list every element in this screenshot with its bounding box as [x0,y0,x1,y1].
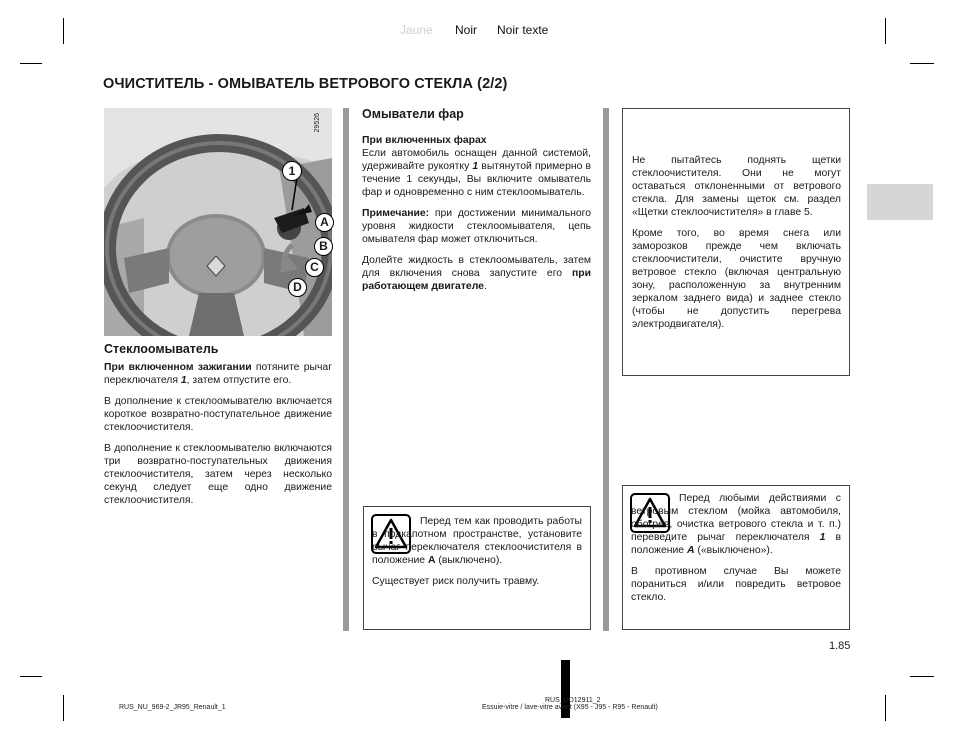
callout-b: B [314,237,333,256]
page-number: 1.85 [829,640,851,652]
middle-paragraph-1: Если автомобиль оснащен данной системой, удерживайте рукоятку 1 вытянутой примерно в течение 1 секунды, Вы включите омыватель фар и одновременно с ним стеклоомыватель. [362,148,592,198]
warning-text: Перед тем как проводить работы в подкапотном пространстве, установите рычаг переключателя стеклоочистителя в положение A (выключено). [372,516,582,566]
callout-d: D [288,278,307,297]
footer-right-line1: RUS_UD12911_2 [545,697,601,704]
warning-box-windscreen [622,485,850,630]
middle-column-text [362,134,591,301]
direction-arrow [278,257,298,273]
section-heading-washer: Стеклоомыватель [104,342,219,356]
callout-1: 1 [282,161,302,181]
middle-subheading: При включенных фарах [362,135,487,146]
column-separator [343,108,349,631]
crop-mark [63,18,64,44]
crop-mark [63,695,64,721]
left-column-text [104,361,332,515]
section-heading-headlamp-washers: Омыватели фар [362,107,464,121]
chapter-tab [867,184,933,220]
color-jaune: Jaune [400,23,433,37]
middle-paragraph-2: Примечание: при достижении минимального уровня жидкости стеклоомывателя, цепь омывателя фар может отключиться. [362,208,591,245]
column-separator [603,108,609,631]
left-paragraph-1: При включенном зажигании потяните рычаг переключателя 1, затем отпустите его. [104,362,332,386]
crop-mark [885,695,886,721]
crop-mark [885,18,886,44]
page-title: ОЧИСТИТЕЛЬ - ОМЫВАТЕЛЬ ВЕТРОВОГО СТЕКЛА (2/2) [103,76,508,92]
color-noir: Noir [455,23,478,37]
color-noir-texte: Noir texte [497,23,549,37]
crop-mark [20,676,42,677]
callout-a: A [315,213,334,232]
warning-box-engine [363,506,591,630]
left-paragraph-3: В дополнение к стеклоомывателю включаются три возвратно-поступательных движения стеклоочистителя, затем через несколько секунд следует еще одно движение стеклоочистителя. [104,443,332,506]
warning-consequence-text: В противном случае Вы можете пораниться и/или повредить ветровое стекло. [631,566,841,603]
warning-text: Перед любыми действиями с ветровым стеклом (мойка автомобиля, обогрев, очистка ветрового стекла и т. п.) переведите рычаг переключателя 1 в положение A («выключено»). [631,493,841,556]
note-paragraph-1: Не пытайтесь поднять щетки стеклоочистителя. Они не могут оставаться отклоненными от ветрового стекла. Для замены щеток см. раздел «Щетки стеклоочистителя» в главе 5. [632,155,841,218]
crop-mark [910,676,934,677]
crop-mark [910,63,934,64]
footer-right-line2: Essuie-vitre / lave-vitre avant (X95 - J95 - R95 - Renault) [482,704,658,711]
crop-mark [20,63,42,64]
warning-risk-text: Существует риск получить травму. [372,576,540,587]
note-box-wiper-blades [622,108,850,376]
footer-left: RUS_NU_969-2_JR95_Renault_1 [119,704,226,711]
middle-paragraph-3: Долейте жидкость в стеклоомыватель, затем для включения снова запустите его при работающем двигателе. [362,255,591,292]
callout-c: C [305,258,324,277]
figure-code: 29526 [314,113,321,133]
left-paragraph-2: В дополнение к стеклоомывателю включается короткое возвратно-поступательное движение стеклоочистителя. [104,396,332,433]
note-paragraph-2: Кроме того, во время снега или заморозков прежде чем включать стеклоочистители, очистите вручную ветровое стекло (включая центральную зону, расположенную за внутренним зеркалом заднего вида) и заднее стекло (чтобы не допустить перегрева электродвигателя). [632,228,841,330]
